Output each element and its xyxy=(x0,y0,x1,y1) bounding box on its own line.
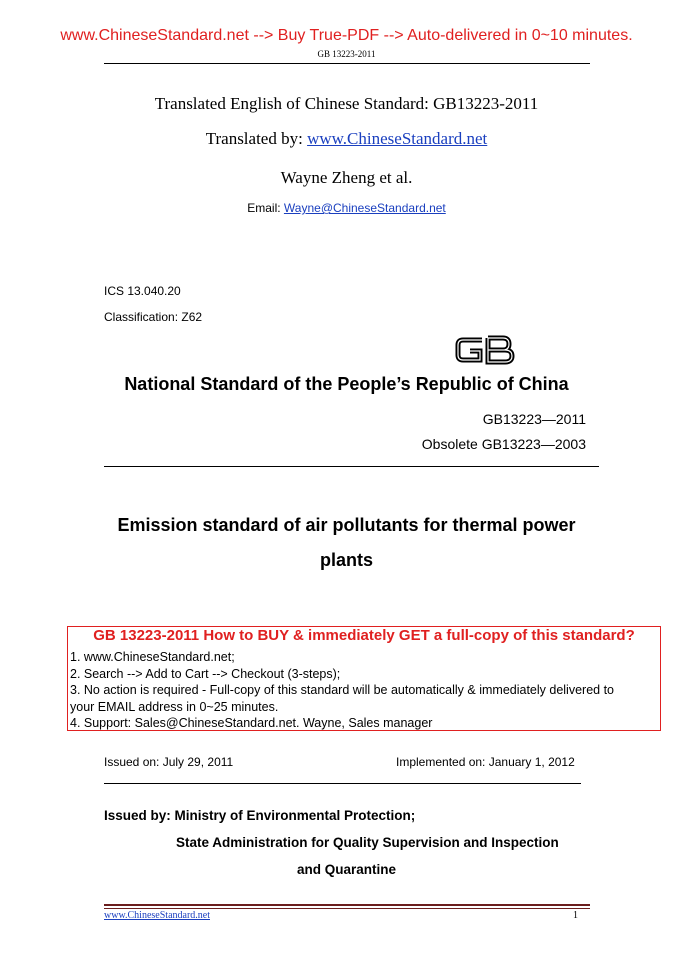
obsolete-standard: Obsolete GB13223—2003 xyxy=(421,436,586,452)
standard-number: GB13223—2011 xyxy=(482,411,586,427)
gb-logo-icon xyxy=(453,332,517,368)
purchase-step: 2. Search --> Add to Cart --> Checkout (3-steps); xyxy=(70,666,341,681)
email-link[interactable]: Wayne@ChineseStandard.net xyxy=(283,201,446,215)
document-title-line-1: Emission standard of air pollutants for thermal power xyxy=(117,515,576,535)
ics-code: ICS 13.040.20 xyxy=(104,284,181,298)
implemented-date: Implemented on: January 1, 2012 xyxy=(396,755,575,769)
translator-website-link[interactable]: www.ChineseStandard.net xyxy=(307,129,488,148)
top-banner[interactable]: www.ChineseStandard.net --> Buy True-PDF --> Auto-delivered in 0~10 minutes. xyxy=(60,27,633,44)
footer-rule xyxy=(104,904,590,906)
translated-line: Translated English of Chinese Standard: GB13223-2011 xyxy=(154,94,539,113)
title-rule xyxy=(104,466,599,467)
national-standard-heading: National Standard of the People’s Republic of China xyxy=(124,374,569,394)
header-rule xyxy=(104,63,590,64)
translated-by-label: Translated by: xyxy=(205,129,308,148)
purchase-steps-list xyxy=(70,649,614,732)
page-number: 1 xyxy=(573,910,578,921)
issuer-line-1: Issued by: Ministry of Environmental Protection; xyxy=(104,808,416,823)
footer-website-link[interactable]: www.ChineseStandard.net xyxy=(104,910,210,921)
email-line xyxy=(0,201,693,215)
issuer-line-2: State Administration for Quality Supervision and Inspection xyxy=(176,835,559,850)
issued-date: Issued on: July 29, 2011 xyxy=(104,755,234,769)
purchase-info-title: GB 13223-2011 How to BUY & immediately GET a full-copy of this standard? xyxy=(93,627,635,644)
email-label: Email: xyxy=(247,201,284,215)
purchase-step: 3. No action is required - Full-copy of this standard will be automatically & immediately delivered to xyxy=(70,683,614,697)
document-title-line-2: plants xyxy=(319,550,373,570)
translated-by xyxy=(0,129,693,149)
purchase-step: your EMAIL address in 0~25 minutes. xyxy=(70,699,279,714)
classification: Classification: Z62 xyxy=(104,310,203,324)
issuer-line-3: and Quarantine xyxy=(296,862,396,877)
footer-rule-thin xyxy=(104,908,590,909)
purchase-step: 4. Support: Sales@ChineseStandard.net. Wayne, Sales manager xyxy=(70,716,433,730)
dates-rule xyxy=(104,783,581,784)
header-standard-code: GB 13223-2011 xyxy=(317,49,376,59)
translator-name: Wayne Zheng et al. xyxy=(280,168,413,187)
purchase-step[interactable]: 1. www.ChineseStandard.net; xyxy=(70,650,235,664)
purchase-info-box xyxy=(67,626,661,731)
